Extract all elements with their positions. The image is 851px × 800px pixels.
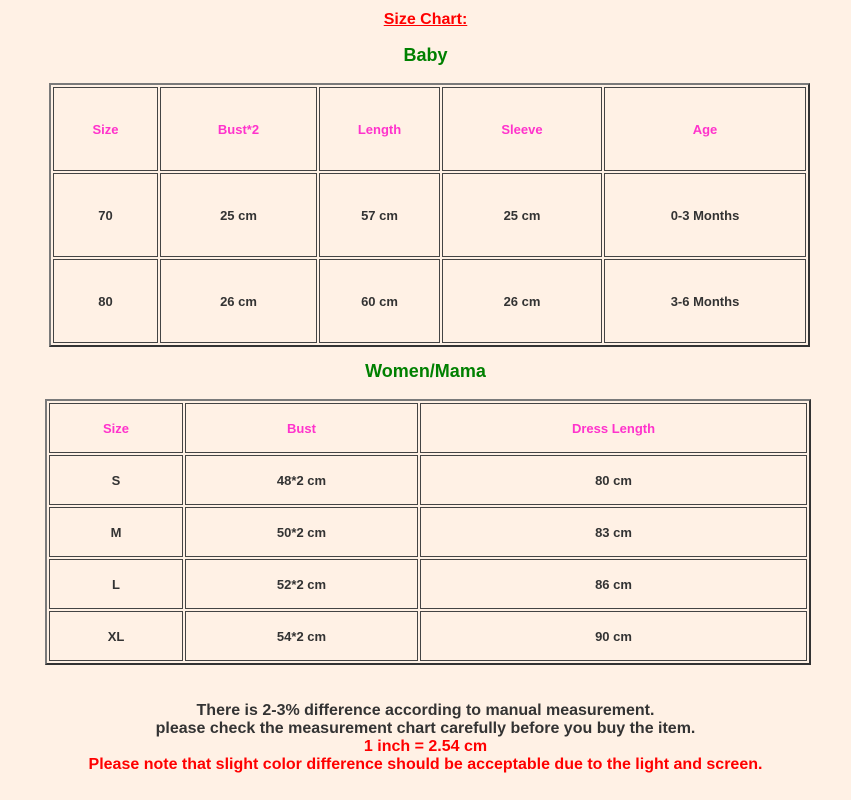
note-color-difference: Please note that slight color difference should be acceptable due to the light and screen. — [88, 756, 763, 773]
baby-size-table — [49, 83, 810, 347]
table-cell: 57 cm — [319, 173, 440, 257]
header-cell-bust: Bust — [185, 403, 418, 453]
table-cell: 80 — [53, 259, 158, 343]
header-cell-dress-length: Dress Length — [420, 403, 807, 453]
women-size-table — [45, 399, 811, 665]
table-cell: 90 cm — [420, 611, 807, 661]
table-header-row — [49, 403, 807, 453]
table-cell: 54*2 cm — [185, 611, 418, 661]
women-section-title: Women/Mama — [365, 361, 486, 381]
table-header-row — [53, 87, 806, 171]
table-row — [49, 507, 807, 557]
table-cell: 50*2 cm — [185, 507, 418, 557]
table-cell: 25 cm — [442, 173, 602, 257]
table-cell: 60 cm — [319, 259, 440, 343]
table-cell: 26 cm — [442, 259, 602, 343]
table-cell: M — [49, 507, 183, 557]
note-measurement-difference: There is 2-3% difference according to manual measurement. — [196, 702, 655, 719]
table-cell: 0-3 Months — [604, 173, 806, 257]
note-inch-conversion: 1 inch = 2.54 cm — [363, 738, 488, 755]
table-cell: 26 cm — [160, 259, 317, 343]
notes-block — [0, 702, 851, 774]
table-row — [49, 455, 807, 505]
table-row — [49, 559, 807, 609]
table-cell: 70 — [53, 173, 158, 257]
table-row — [53, 173, 806, 257]
note-check-chart: please check the measurement chart carefully before you buy the item. — [155, 720, 696, 737]
header-cell-sleeve: Sleeve — [442, 87, 602, 171]
table-row — [53, 259, 806, 343]
header-cell-size: Size — [53, 87, 158, 171]
table-cell: 25 cm — [160, 173, 317, 257]
baby-section-title: Baby — [403, 45, 448, 65]
table-cell: 83 cm — [420, 507, 807, 557]
table-cell: 80 cm — [420, 455, 807, 505]
header-cell-size: Size — [49, 403, 183, 453]
header-cell-bust: Bust*2 — [160, 87, 317, 171]
table-cell: 86 cm — [420, 559, 807, 609]
table-cell: 3-6 Months — [604, 259, 806, 343]
header-cell-length: Length — [319, 87, 440, 171]
table-cell: L — [49, 559, 183, 609]
table-cell: XL — [49, 611, 183, 661]
header-cell-age: Age — [604, 87, 806, 171]
table-row — [49, 611, 807, 661]
table-cell: S — [49, 455, 183, 505]
table-cell: 52*2 cm — [185, 559, 418, 609]
page-title: Size Chart: — [383, 11, 468, 28]
table-cell: 48*2 cm — [185, 455, 418, 505]
